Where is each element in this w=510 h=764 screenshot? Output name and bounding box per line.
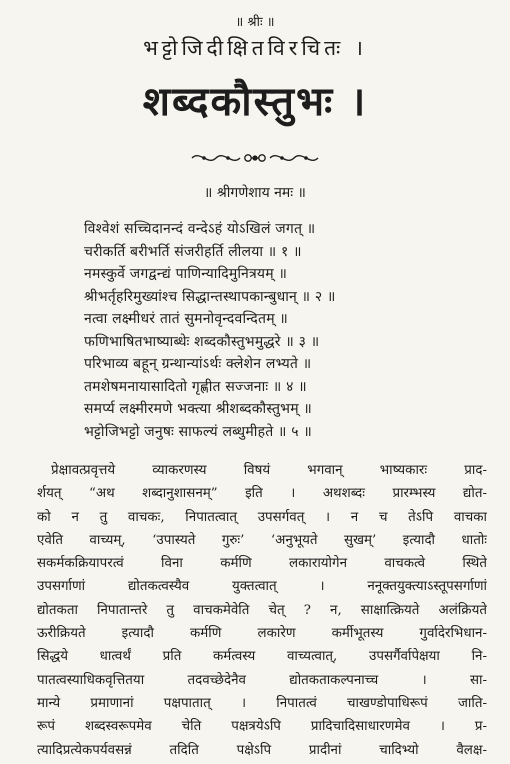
verse-line: श्रीभर्तृहरिमुख्यांश्च सिद्धान्तस्थापकान्बुधान् ॥ २ ॥ [84,288,336,305]
prose-line: ऊरीक्रियते इत्यादौ कर्मणि लकारेण कर्मीभूतस्य गुर्वादेरभिधान- [37,626,487,642]
verse-line: चरीकर्ति बरीभर्ति संजरीहर्ति लीलया ॥ १ ॥ [84,243,302,260]
prose-line: रूपं शब्दस्वरूपमेव चेति पक्षत्रयेऽपि प्रादिचादिसाधारणमेव । प्र- [37,719,487,735]
prose-paragraph [37,459,487,762]
prose-line: र्शयत् “अथ शब्दानुशासनम्” इति । अथशब्दः प्रारम्भस्य द्योत- [37,486,487,502]
prose-line: एवेति वाच्यम्, ‘उपास्यते गुरुः’ ‘अनुभूयते सुखम्’ इत्यादौ धातोः [37,532,487,548]
floral-divider-icon [190,148,320,168]
verse-line: नमस्कुर्वे जगद्वन्द्यं पाणिन्यादिमुनित्रयम् ॥ [84,266,288,282]
prose-line: सकर्मकक्रियापरत्वं विना कर्मणि लकारायोगेन वाचकत्वे स्थिते [37,556,487,572]
salutation-line: ॥ श्रीगणेशाय नमः ॥ [204,185,306,201]
verse-line: फणिभाषितभाष्याब्धेः शब्दकौस्तुभमुद्धरे ॥ ३ ॥ [84,333,320,350]
prose-line: प्रेक्षावत्प्रवृत्तये व्याकरणस्य विषयं भगवान् भाष्यकारः प्राद- [51,463,487,478]
verse-line: तमशेषमनायासादितो गृह्णीत सज्जनाः ॥ ४ ॥ [84,378,307,395]
prose-line: पातत्वस्याधिकवृत्तितया तदवच्छेदेनैव द्योतकताकल्पनाच्च । सा- [37,672,487,688]
verse-line: भट्टोजिभट्टो जनुषः साफल्यं लब्धुमीहते ॥ ५ ॥ [84,423,312,440]
prose-line: उपसर्गाणां द्योतकत्वस्यैव युक्तत्वात् । ननूक्तयुक्त्याऽस्तूपसर्गाणां [37,579,487,595]
book-title: शब्दकौस्तुभः । [142,78,368,125]
verse-block [84,218,504,443]
prose-line: द्योतकता निपातान्तरे तु वाचकमेवेति चेत् ? न, साक्षात्क्रियते अलंक्रियते [37,602,487,618]
prose-line: सिद्धये धात्वर्थं प्रति कर्मत्वस्य वाच्यत्वात्, उपसर्गैर्वापेक्षया नि- [37,649,487,665]
prose-line: त्यादिप्रत्येकपर्यवसन्नं तदिति पक्षेऽपि प्रादीनां चादिभ्यो वैलक्ष- [37,742,487,758]
verse-line: समर्प्य लक्ष्मीरमणे भक्त्या श्रीशब्दकौस्तुभम् ॥ [84,401,313,417]
verse-line: विश्वेशं सच्चिदानन्दं वन्देऽहं योऽखिलं जगत् ॥ [84,221,316,237]
verse-line: नत्वा लक्ष्मीधरं तातं सुमनोवृन्दवन्दितम् ॥ [84,311,289,327]
prose-line: मान्ये प्रमाणानां पक्षपातात् । निपातत्वं चाखण्डोपाधिरूपं जाति- [37,695,487,711]
prose-line: को न तु वाचकः, निपातत्वात् उपसर्गवत् । न च तेऽपि वाचका [37,509,487,525]
invocation-line: ॥ श्रीः ॥ [235,15,275,30]
author-line: भट्टोजिदीक्षितविरचितः । [143,36,367,60]
verse-line: परिभाव्य बहून् ग्रन्थान्यांऽर्थः क्लेशेन लभ्यते ॥ [84,356,312,372]
